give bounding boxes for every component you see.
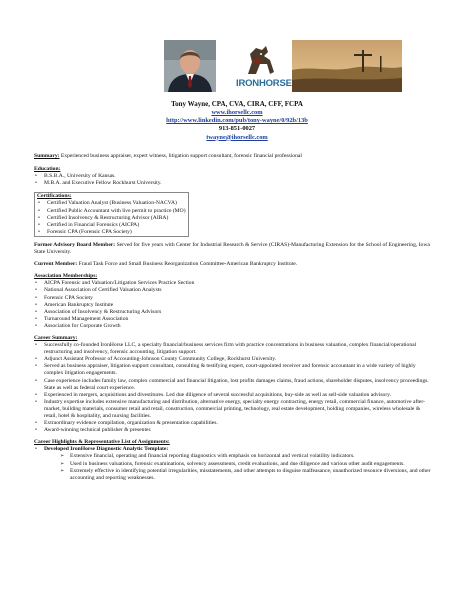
list-item: • National Association of Certified Valuation Analysts [34,287,434,294]
list-item: • Successfully co-founded IronHorse LLC, a specialty financial/business services firm with practice concentrations in business valuation, complex financial/operational restructuring and insolvency, forensic accounting, litigation support. [34,342,434,356]
former-board-text: Served for five years with Center for Industrial Research & Service (CIRAS)-Manufacturing Extension for the School of Engineering, Iowa State University. [34,241,430,256]
education-list [34,173,434,187]
list-item: • Adjunct Assistant Professor of Accounting-Johnson County Community College, Rockhurst University. [34,356,434,363]
resume-content [34,153,434,487]
phone-number: 913-851-0027 [218,125,256,133]
list-item: • Experienced in mergers, acquisitions and divestitures. Led due diligence of several successful acquisitions, buy-side as well as sell-side valuation advisory. [34,392,434,399]
list-item: • American Bankruptcy Institute [34,302,434,309]
current-member-section [34,261,434,268]
associations-list [34,280,434,330]
developed-template-title: Developed IronHorse Diagnostic Analytic Template: [44,446,169,453]
list-item: • Certified in Financial Forensics (AICPA) [37,222,186,229]
associations-title: Association Memberships: [34,273,98,280]
summary-section [34,153,434,160]
certifications-list [37,200,186,235]
contact-name: Tony Wayne, CPA, CVA, CIRA, CFF, FCPA [171,100,303,108]
sub-list-item: ➢ Used in business valuations, forensic examinations, solvency assessments, credit evaluations, and due diligence and various other audit engagements. [44,461,434,468]
list-item: • Extraordinary evidence compilation, organization & presentation capabilities. [34,420,434,427]
list-item: • B.S.B.A., University of Kansas. [34,173,434,180]
template-sub-list [44,453,434,481]
sub-list-item: ➢ Extensive financial, operating and financial reporting diagnostics with emphasis on horizontal and vertical volatility indicators. [44,453,434,460]
former-board-label: Former Advisory Board Member: [34,241,116,248]
list-item: • Industry expertise includes extensive manufacturing and distribution, alternative energy, specialty energy contracting, energy retail, commercial finance, automotive after-market, building materials, consumer retail and retail, construction, commercial printing, technology, real estate development, holding companies, wireless wholesale & retail, hotel & hospitality, and nursing facilities. [34,399,434,420]
header-images [150,40,440,92]
current-member-label: Current Member: [34,261,78,268]
linkedin-link[interactable]: http://www.linkedin.com/pub/tony-wayne/0/92b/13b [166,117,308,125]
list-item: • Award-winning technical publisher & presenter. [34,427,434,434]
headshot-photo [164,40,216,92]
education-section [34,166,434,187]
list-item: • M.B.A. and Executive Fellow Rockhurst University. [34,180,434,187]
certifications-section [34,192,434,237]
career-summary-section [34,335,434,434]
career-highlights-list [34,446,434,481]
website-link[interactable]: www.ihorsellc.com [211,109,263,116]
career-summary-title: Career Summary: [34,334,78,341]
career-summary-list [34,342,434,434]
career-highlights-title: Career Highlights & Representative List of Assignments: [34,439,170,446]
summary-text: Experienced business appraiser, expert witness, litigation support consultant, forensic financial professional [60,153,302,159]
horse-logo-icon [242,44,280,80]
certifications-title: Certifications: [37,193,72,200]
list-item: • Turnaround Management Association [34,316,434,323]
career-highlights-section [34,439,434,482]
list-item [34,446,434,481]
ironhorse-logo-text: IRONHORSE [236,78,292,89]
list-item: • Certified Insolvency & Restructuring Advisor (AIRA) [37,215,186,222]
associations-section [34,273,434,330]
certifications-box [34,192,189,237]
list-item: • Association of Insolvency & Restructuring Advisors [34,309,434,316]
list-item: • Case experience includes family law, complex commercial and financial litigation, lost profits damages claims, fraud actions, shareholder disputes, insolvency proceedings. State as well as federal court experience. [34,378,434,392]
contact-block [0,100,474,142]
summary-label: Summary: [34,153,60,159]
list-item: • Forensic CPA (Forensic CPA Society) [37,229,186,236]
sub-list-item: ➢ Extremely effective in identifying potential irregularities, misstatements, and other attempts to disguise malfeasance, unauthorized resource diversions, and other accounting and reporting weaknesses. [44,468,434,482]
list-item: • Association for Corporate Growth [34,323,434,330]
education-title: Education: [34,166,61,173]
list-item: • Certified Public Accountant with live permit to practice (MO) [37,208,186,215]
current-member-text: Fraud Task Force and Small Business Reorganization Committee-American Bankruptcy Institute. [78,261,298,268]
list-item: • Served as business appraiser, litigation support consultant, consulting & testifying expert, court-appointed receiver and forensic accountant in a wide variety of highly complex litigation engagements. [34,363,434,377]
former-board-section [34,242,434,256]
list-item: • AICPA Forensic and Valuation/Litigation Services Practice Section [34,280,434,287]
list-item: • Certified Valuation Analyst (Business Valuation-NACVA) [37,200,186,207]
email-link[interactable]: twayne@ihorsellc.com [206,133,268,141]
list-item: • Forensic CPA Society [34,295,434,302]
landscape-photo [292,40,402,92]
